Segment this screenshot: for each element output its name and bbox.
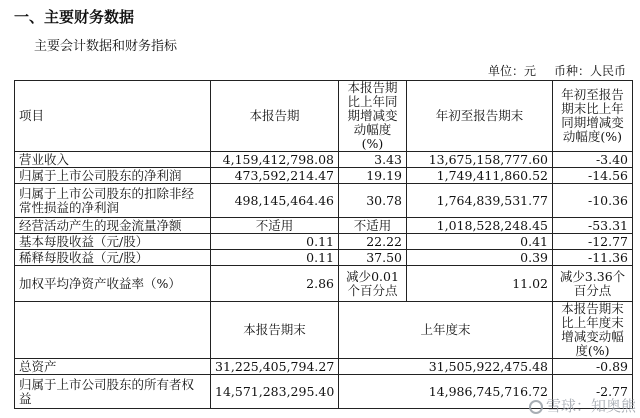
cell-period-change: -2.77 [553,375,633,409]
cell-prior-year-end: 14,986,745,716.72 [339,375,553,409]
cell-current: 0.11 [211,250,339,266]
snowball-logo-icon [529,400,543,414]
financial-table [14,80,633,409]
row-label: 归属于上市公司股东的扣除非经常性损益的净利润 [15,184,211,218]
cell-ytd: 0.41 [407,234,553,250]
cell-current: 不适用 [211,218,339,234]
cell-current-change: 减少0.01个百分点 [339,266,407,302]
header-blank [15,302,211,359]
cell-current-change: 30.78 [339,184,407,218]
header-current-change: 本报告期比上年同期增减变动幅度(%) [339,81,407,152]
cell-ytd-change: -12.77 [553,234,633,250]
header-period-end: 本报告期末 [211,302,339,359]
cell-ytd: 1,764,839,531.77 [407,184,553,218]
cell-period-end: 31,225,405,794.27 [211,359,339,375]
header-current-period: 本报告期 [211,81,339,152]
row-label: 总资产 [15,359,211,375]
cell-current: 2.86 [211,266,339,302]
cell-current: 4,159,412,798.08 [211,152,339,168]
cell-ytd-change: -3.40 [553,152,633,168]
cell-current: 498,145,464.46 [211,184,339,218]
cell-current-change: 3.43 [339,152,407,168]
cell-ytd-change: -10.36 [553,184,633,218]
row-label: 营业收入 [15,152,211,168]
cell-current-change: 19.19 [339,168,407,184]
unit-line [482,62,626,79]
table-row [15,218,633,234]
table-row [15,266,633,302]
cell-current-change: 22.22 [339,234,407,250]
cell-current: 0.11 [211,234,339,250]
row-label: 加权平均净资产收益率（%） [15,266,211,302]
cell-ytd-change: -14.56 [553,168,633,184]
cell-ytd: 0.39 [407,250,553,266]
header-row [15,302,633,359]
header-prior-year-end: 上年度末 [339,302,553,359]
header-ytd: 年初至报告期末 [407,81,553,152]
cell-ytd-change: -11.36 [553,250,633,266]
header-ytd-change: 年初至报告期末比上年同期增减变动幅度(%) [553,81,633,152]
header-period-change: 本报告期末比上年度末增减变动幅度(%) [553,302,633,359]
cell-current-change: 不适用 [339,218,407,234]
cell-ytd-change: 减少3.36个百分点 [553,266,633,302]
table-row [15,250,633,266]
unit-label: 单位：元 [487,64,536,78]
table-row [15,184,633,218]
row-label: 基本每股收益（元/股） [15,234,211,250]
row-label: 归属于上市公司股东的净利润 [15,168,211,184]
cell-ytd: 1,018,528,248.45 [407,218,553,234]
cell-current: 473,592,214.47 [211,168,339,184]
watermark [529,395,636,416]
header-row [15,81,633,152]
section-title: 一、主要财务数据 [14,8,135,26]
header-item: 项目 [15,81,211,152]
cell-ytd-change: -53.31 [553,218,633,234]
table-row [15,359,633,375]
currency-label: 币种：人民币 [553,64,626,78]
table-row [15,234,633,250]
table-row [15,152,633,168]
cell-ytd: 11.02 [407,266,553,302]
row-label: 稀释每股收益（元/股） [15,250,211,266]
cell-period-end: 14,571,283,295.40 [211,375,339,409]
row-label: 经营活动产生的现金流量净额 [15,218,211,234]
cell-ytd: 1,749,411,860.52 [407,168,553,184]
watermark-text: 雪球：知奥熊 [545,397,636,415]
cell-prior-year-end: 31,505,922,475.48 [339,359,553,375]
table-row [15,168,633,184]
sub-title: 主要会计数据和财务指标 [34,39,178,54]
row-label: 归属于上市公司股东的所有者权益 [15,375,211,409]
cell-ytd: 13,675,158,777.60 [407,152,553,168]
cell-current-change: 37.50 [339,250,407,266]
cell-period-change: -0.89 [553,359,633,375]
